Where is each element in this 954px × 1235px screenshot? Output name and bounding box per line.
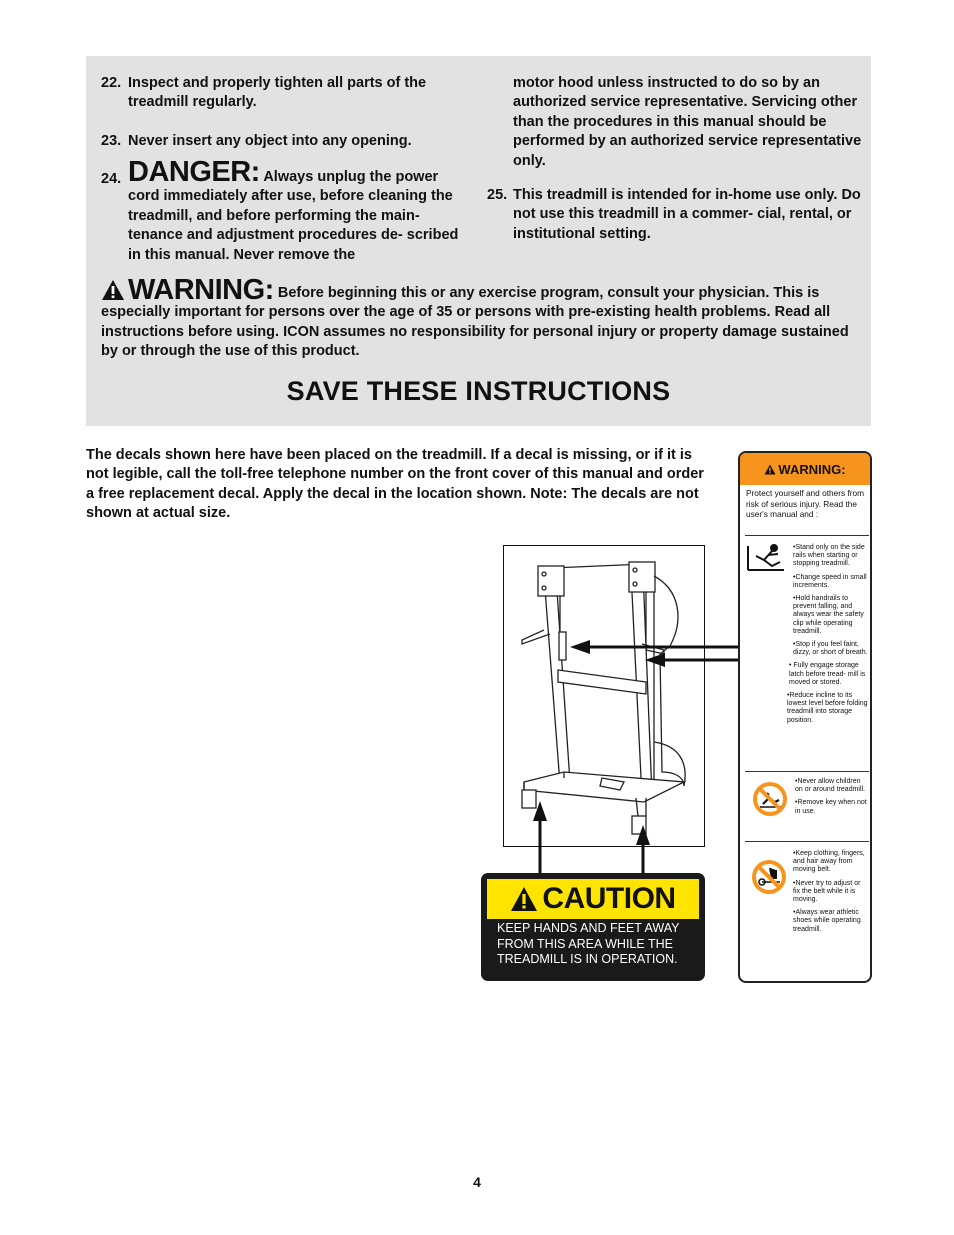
- bullet: •Always wear athletic shoes while operating treadmill.: [793, 909, 861, 933]
- bullet: •Remove key when not in use.: [795, 799, 867, 815]
- bullet: •Never allow children on or around treadmill.: [795, 778, 866, 794]
- caution-line-1: KEEP HANDS AND FEET AWAY: [497, 921, 680, 935]
- bullet: •Reduce incline to its lowest level before folding treadmill into storage position.: [787, 692, 868, 724]
- item-number: 24.: [101, 171, 122, 187]
- warning-text: Before beginning this or any exercise program, consult your physician. This is especially important for persons over the age of 35 or persons with pre-existing health problems. Read all instructions before using. ICON assumes no responsibility for personal injury or property damage sustained by or through the use of this product.: [101, 285, 849, 360]
- caution-label: CAUTION: [542, 882, 676, 915]
- caution-line-2: FROM THIS AREA WHILE THE: [497, 936, 673, 951]
- save-instructions-title: SAVE THESE INSTRUCTIONS: [286, 376, 671, 406]
- bullet: •Never try to adjust or fix the belt while it is moving.: [793, 879, 861, 904]
- item-number: 22.: [101, 75, 122, 91]
- warning-decal-bullets-2: [795, 778, 869, 821]
- bullet: •Keep clothing, fingers, and hair away from moving belt.: [793, 850, 865, 874]
- bullet: •Change speed in small increments.: [793, 573, 867, 589]
- no-hands-near-belt-icon: [750, 858, 788, 896]
- page-number: 4: [473, 1174, 481, 1190]
- warning-decal-bullets-3: [793, 850, 869, 939]
- caution-header: [487, 879, 699, 919]
- item-text: Never insert any object into any opening.: [128, 133, 412, 149]
- warning-triangle-icon: [764, 464, 776, 475]
- bullet: •Stand only on the side rails when starting or stopping treadmill.: [793, 544, 865, 568]
- warning-decal-intro: Protect yourself and others from risk of serious injury. Read the user's manual and :: [746, 488, 865, 519]
- warning-decal-title: WARNING:: [778, 461, 846, 477]
- warning-decal-header: [740, 453, 870, 485]
- item-number: 25.: [487, 187, 508, 203]
- caution-triangle-icon: [510, 886, 538, 912]
- warning-decal-bullets-1: [787, 544, 871, 730]
- no-children-icon: [751, 780, 789, 818]
- decals-description: The decals shown here have been placed on the treadmill. If a decal is missing, or if it is not legible, call the toll-free telephone number on the front cover of this manual and order a free replacement decal. Apply the decal in the location shown. Note: The decals are not shown at actual size.: [86, 447, 704, 522]
- bullet: •Stop if you feel faint, dizzy, or short of breath.: [793, 641, 868, 657]
- instruction-item-24-continued: motor hood unless instructed to do so by an authorized service representative. Servicing other than the procedures in this manual should be performed by an authorized service representative only.: [513, 75, 862, 169]
- person-falling-icon: [746, 542, 786, 574]
- bullet: • Fully engage storage latch before tread- mill is moved or stored.: [789, 662, 866, 686]
- warning-decal: [738, 451, 872, 983]
- item-number: 23.: [101, 133, 122, 149]
- danger-label: DANGER:: [128, 156, 260, 188]
- caution-text: [497, 921, 697, 968]
- item-text: This treadmill is intended for in-home use only. Do not use this treadmill in a commer- cial, rental, or institutional setting.: [513, 187, 861, 242]
- warning-decal-section-1: [745, 535, 869, 771]
- bullet: •Hold handrails to prevent falling, and always wear the safety clip while operating treadmill.: [793, 595, 864, 635]
- danger-text: Always unplug the power cord immediately after use, before cleaning the treadmill, and before performing the main- tenance and adjustment procedures de- scribed in this manual. Never remove the: [128, 169, 459, 263]
- warning-label: WARNING:: [128, 274, 274, 306]
- warning-decal-section-2: [745, 771, 869, 841]
- caution-line-3: TREADMILL IS IN OPERATION.: [497, 952, 678, 966]
- caution-decal: [481, 873, 705, 981]
- warning-decal-section-3: [745, 841, 869, 981]
- item-text: Inspect and properly tighten all parts of the treadmill regularly.: [128, 75, 427, 111]
